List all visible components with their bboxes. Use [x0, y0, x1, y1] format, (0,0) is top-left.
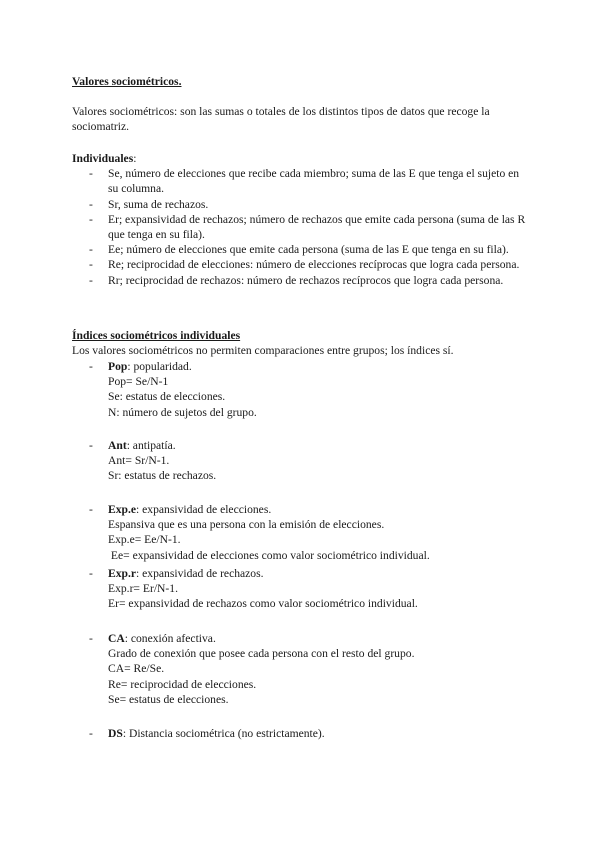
index-desc: : expansividad de elecciones. [136, 503, 272, 516]
bullet-dash: - [89, 273, 93, 287]
individuales-section [72, 151, 532, 288]
bullet-dash: - [89, 503, 93, 516]
individuales-list [72, 166, 532, 288]
index-term: Ant [108, 439, 127, 452]
indices-heading-line [72, 328, 532, 343]
list-item [72, 273, 532, 288]
index-ca [72, 631, 532, 707]
index-desc: : expansividad de rechazos. [136, 567, 264, 580]
list-item [72, 257, 532, 272]
individuales-heading-line [72, 151, 532, 166]
index-line: Er= expansividad de rechazos como valor sociométrico individual. [108, 597, 418, 611]
index-ant [72, 438, 532, 484]
index-line: Se: estatus de elecciones. [108, 390, 226, 404]
index-desc: : popularidad. [127, 360, 192, 373]
list-item-text: Re; reciprocidad de elecciones: número de elecciones recíprocas que logra cada persona. [108, 258, 520, 272]
index-line: Grado de conexión que posee cada persona con el resto del grupo. [108, 647, 415, 661]
bullet-dash: - [89, 212, 93, 226]
index-term: DS [108, 727, 123, 740]
bullet-dash: - [89, 439, 93, 452]
bullet-dash: - [89, 258, 93, 272]
bullet-dash: - [89, 567, 93, 580]
index-term: Exp.r [108, 567, 137, 580]
list-item-text: Sr, suma de rechazos. [108, 197, 209, 211]
index-term: Pop [108, 360, 128, 373]
list-item-text: Er; expansividad de rechazos; número de rechazos que emite cada persona (suma de las R que tenga en su fila). [108, 212, 526, 242]
bullet-dash: - [89, 632, 93, 645]
index-expr [72, 566, 532, 612]
index-ca-head [72, 631, 532, 646]
index-line: Sr: estatus de rechazos. [108, 469, 217, 483]
index-line: Exp.r= Er/N-1. [108, 582, 178, 596]
list-item [72, 197, 532, 212]
index-line: Se= estatus de elecciones. [108, 692, 229, 706]
list-item-text: Se, número de elecciones que recibe cada miembro; suma de las E que tenga el sujeto en su columna. [108, 167, 520, 196]
index-line: Ant= Sr/N-1. [108, 454, 170, 468]
index-line: CA= Re/Se. [108, 662, 165, 676]
title-text: Valores sociométricos. [72, 75, 182, 88]
index-line: Ee= expansividad de elecciones como valor sociométrico individual. [108, 548, 430, 562]
bullet-dash: - [89, 197, 93, 211]
index-desc: : antipatía. [126, 439, 176, 452]
index-line: Pop= Se/N-1 [108, 375, 169, 389]
index-ds [72, 726, 532, 741]
page-title [72, 74, 532, 89]
bullet-dash: - [89, 727, 93, 740]
index-expe-head [72, 502, 532, 517]
bullet-dash: - [89, 243, 93, 257]
list-item-text: Ee; número de elecciones que emite cada persona (suma de las E que tenga en su fila). [108, 243, 509, 257]
index-desc: : conexión afectiva. [124, 632, 216, 645]
index-term: CA [108, 632, 125, 645]
index-pop-head [72, 359, 532, 374]
bullet-dash: - [89, 167, 93, 181]
list-item [72, 212, 532, 242]
index-expr-head [72, 566, 532, 581]
intro-paragraph: Valores sociométricos: son las sumas o totales de los distintos tipos de datos que recoge la sociomatriz. [72, 105, 490, 134]
index-line: N: número de sujetos del grupo. [108, 405, 257, 419]
index-line: Re= reciprocidad de elecciones. [108, 677, 257, 691]
index-line: Exp.e= Ee/N-1. [108, 533, 181, 547]
index-ds-head [72, 726, 532, 741]
individuales-heading: Individuales [72, 152, 134, 165]
list-item [72, 166, 532, 196]
individuales-colon: : [133, 152, 137, 165]
index-pop [72, 359, 532, 420]
index-term: Exp.e [108, 503, 137, 516]
index-line: Espansiva que es una persona con la emisión de elecciones. [108, 518, 385, 532]
list-item [72, 242, 532, 257]
index-ant-head [72, 438, 532, 453]
list-item-text: Rr; reciprocidad de rechazos: número de rechazos recíprocos que logra cada persona. [108, 273, 504, 287]
indices-intro: Los valores sociométricos no permiten comparaciones entre grupos; los índices sí. [72, 344, 454, 357]
index-expe [72, 502, 532, 563]
index-desc: : Distancia sociométrica (no estrictamente). [122, 727, 325, 740]
bullet-dash: - [89, 360, 93, 373]
indices-heading: Índices sociométricos individuales [72, 329, 241, 342]
